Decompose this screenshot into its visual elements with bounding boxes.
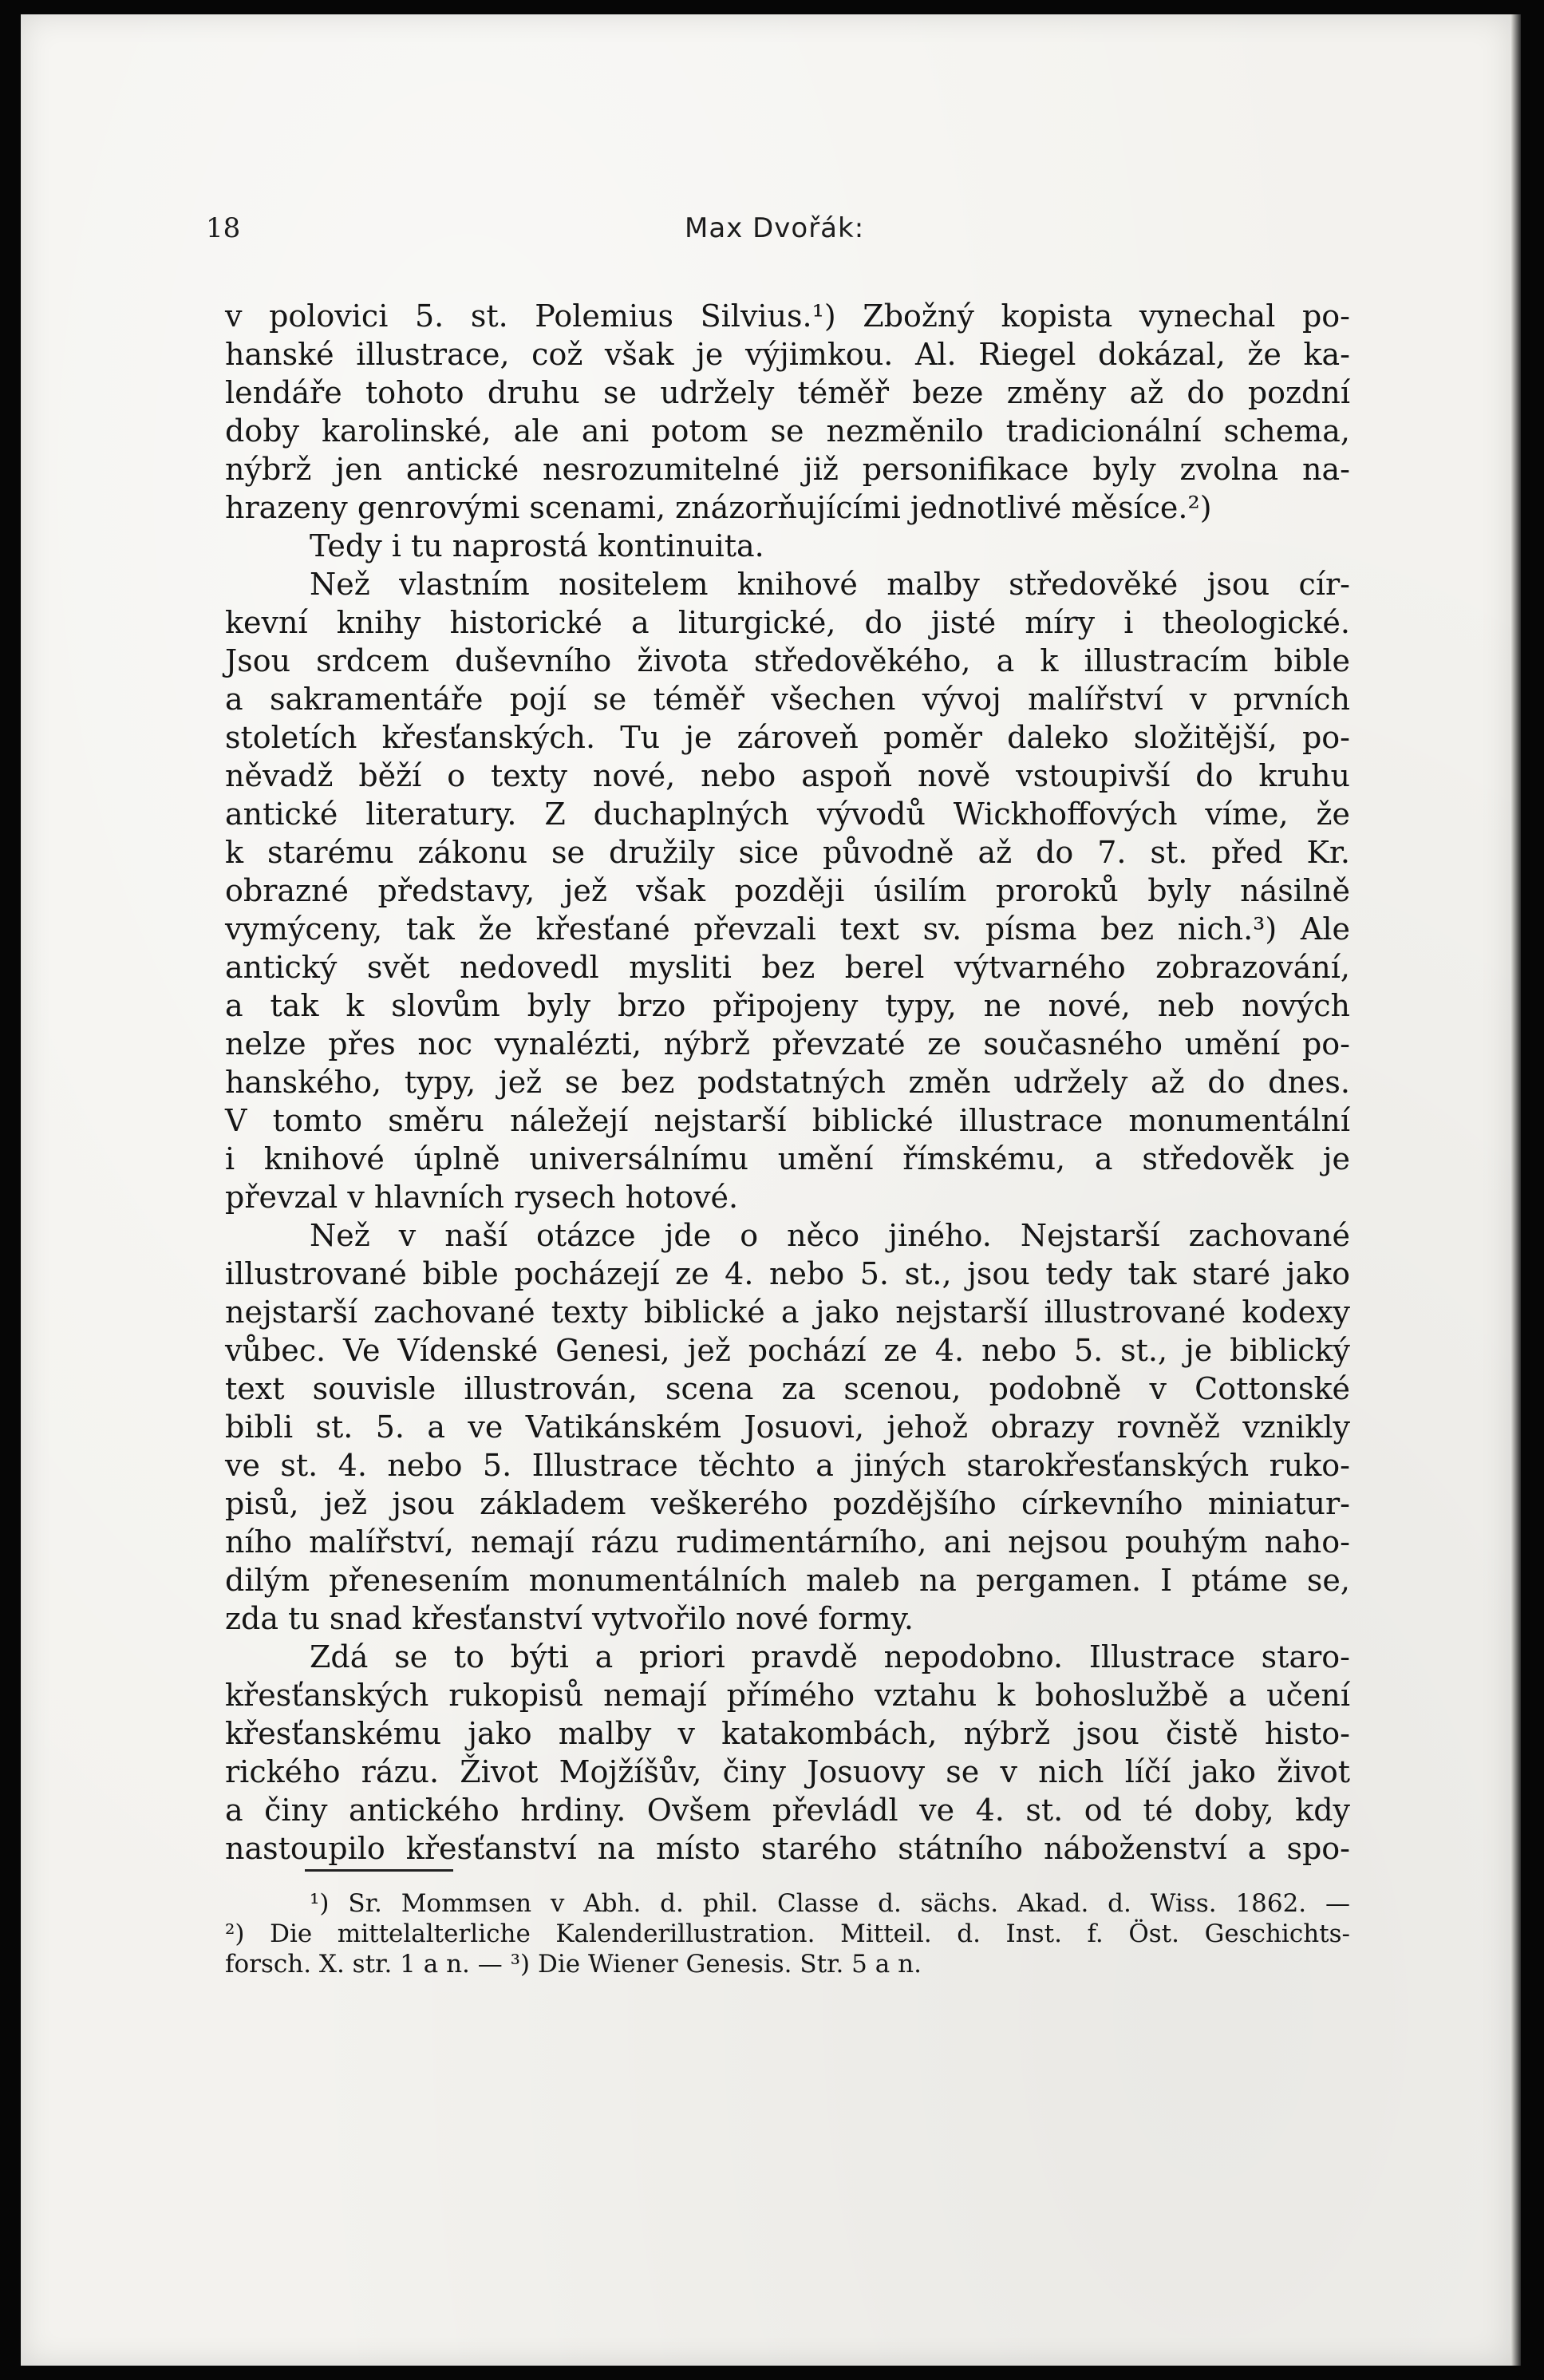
text-line: ve st. 4. nebo 5. Illustrace těchto a jiných starokřesťanských ruko- (225, 1448, 1350, 1483)
footnote-line: ²) Die mittelalterliche Kalenderillustration. Mitteil. d. Inst. f. Öst. Geschichts- (225, 1919, 1350, 1948)
text-line: a činy antického hrdiny. Ovšem převládl ve 4. st. od té doby, kdy (225, 1793, 1350, 1828)
footnote-divider (305, 1869, 453, 1872)
text-line: illustrované bible pocházejí ze 4. nebo 5. st., jsou tedy tak staré jako (225, 1256, 1350, 1291)
text-line: křesťanských rukopisů nemají přímého vztahu k bohoslužbě a učení (225, 1678, 1350, 1713)
text-line: dilým přenesením monumentálních maleb na pergamen. I ptáme se, (225, 1563, 1350, 1598)
page-header (206, 212, 1347, 260)
text-line: rického rázu. Život Mojžíšův, činy Josuovy se v nich líčí jako život (225, 1754, 1350, 1789)
text-line: hrazeny genrovými scenami, znázorňujícími jednotlivé měsíce.²) (225, 490, 1212, 525)
text-line: nastoupilo křesťanství na místo starého státního náboženství a spo- (225, 1831, 1350, 1866)
text-line: stoletích křesťanských. Tu je zároveň poměr daleko složitější, po- (225, 720, 1350, 755)
text-line: antický svět nedovedl mysliti bez berel výtvarného zobrazování, (225, 950, 1350, 985)
text-line: a tak k slovům byly brzo připojeny typy, ne nové, neb nových (225, 988, 1350, 1023)
text-line: ního malířství, nemají rázu rudimentárního, ani nejsou pouhým naho- (225, 1524, 1350, 1560)
text-line: Tedy i tu naprostá kontinuita. (310, 528, 764, 563)
text-line: křesťanskému jako malby v katakombách, nýbrž jsou čistě histo- (225, 1716, 1350, 1751)
footnote-line: ¹) Sr. Mommsen v Abh. d. phil. Classe d. sächs. Akad. d. Wiss. 1862. — (310, 1889, 1350, 1918)
text-line: něvadž běží o texty nové, nebo aspoň nově vstoupivší do kruhu (225, 758, 1350, 793)
text-line: vymýceny, tak že křesťané převzali text sv. písma bez nich.³) Ale (225, 911, 1350, 947)
text-line: Než v naší otázce jde o něco jiného. Nejstarší zachované (310, 1218, 1350, 1253)
text-line: lendáře tohoto druhu se udržely téměř beze změny až do pozdní (225, 375, 1350, 410)
text-line: převzal v hlavních rysech hotové. (225, 1180, 739, 1215)
text-line: Zdá se to býti a priori pravdě nepodobno. Illustrace staro- (310, 1639, 1350, 1674)
text-line: zda tu snad křesťanství vytvořilo nové formy. (225, 1601, 914, 1636)
text-line: Jsou srdcem duševního života středověkého, a k illustracím bible (225, 643, 1350, 678)
page-number: 18 (206, 212, 241, 244)
text-line: kevní knihy historické a liturgické, do jisté míry i theologické. (225, 605, 1350, 640)
footnotes (225, 1888, 1350, 1979)
text-line: V tomto směru náležejí nejstarší biblické illustrace monumentální (225, 1103, 1350, 1138)
text-line: v polovici 5. st. Polemius Silvius.¹) Zbožný kopista vynechal po- (225, 298, 1350, 334)
running-head: Max Dvořák: (685, 212, 865, 244)
text-line: antické literatury. Z duchaplných vývodů Wickhoffových víme, že (225, 797, 1350, 832)
text-line: nejstarší zachované texty biblické a jako nejstarší illustrované kodexy (225, 1295, 1350, 1330)
footnote-line: forsch. X. str. 1 a n. — ³) Die Wiener Genesis. Str. 5 a n. (225, 1950, 922, 1979)
text-line: i knihové úplně universálnímu umění římskému, a středověk je (225, 1141, 1350, 1176)
page-edge-shadow (1511, 14, 1521, 2366)
text-line: hanské illustrace, což však je výjimkou. Al. Riegel dokázal, že ka- (225, 337, 1350, 372)
text-line: k starému zákonu se družily sice původně až do 7. st. před Kr. (225, 835, 1350, 870)
text-line: a sakramentáře pojí se téměř všechen vývoj malířství v prvních (225, 682, 1350, 717)
text-line: nelze přes noc vynalézti, nýbrž převzaté ze současného umění po- (225, 1026, 1350, 1062)
text-line: Než vlastním nositelem knihové malby středověké jsou cír- (310, 567, 1350, 602)
text-line: doby karolinské, ale ani potom se nezměnilo tradicionální schema, (225, 413, 1350, 449)
text-line: obrazné představy, jež však později úsilím proroků byly násilně (225, 873, 1350, 908)
text-line: nýbrž jen antické nesrozumitelné již personifikace byly zvolna na- (225, 452, 1350, 487)
body-text (225, 297, 1350, 1868)
text-line: bibli st. 5. a ve Vatikánském Josuovi, jehož obrazy rovněž vznikly (225, 1409, 1350, 1445)
text-line: hanského, typy, jež se bez podstatných změn udržely až do dnes. (225, 1065, 1350, 1100)
text-line: text souvisle illustrován, scena za scenou, podobně v Cottonské (225, 1371, 1350, 1406)
text-line: pisů, jež jsou základem veškerého pozdějšího církevního miniatur- (225, 1486, 1350, 1521)
text-line: vůbec. Ve Vídenské Genesi, jež pochází ze 4. nebo 5. st., je biblický (225, 1333, 1350, 1368)
